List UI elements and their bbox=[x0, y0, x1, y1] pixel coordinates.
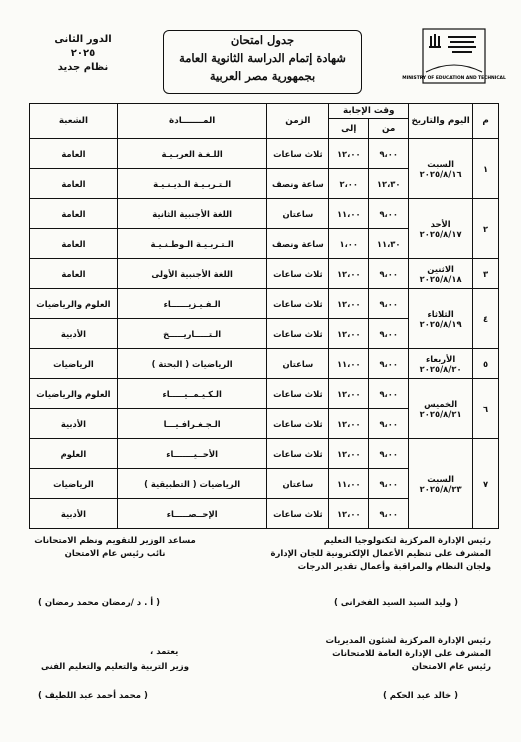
row-number: ٣ bbox=[473, 259, 499, 289]
subject: الأحــيـــــــاء bbox=[117, 439, 267, 469]
row-number: ٢ bbox=[473, 199, 499, 259]
branch: العلوم bbox=[30, 439, 118, 469]
row-number: ٤ bbox=[473, 289, 499, 349]
table-row bbox=[30, 199, 499, 229]
table-row bbox=[30, 139, 499, 169]
time-to: ١٢،٠٠ bbox=[329, 139, 369, 169]
time-to: ١١،٠٠ bbox=[329, 349, 369, 379]
round-system: نظام جديد bbox=[57, 62, 109, 73]
branch: العامة bbox=[30, 169, 118, 199]
time-to: ١٢،٠٠ bbox=[329, 379, 369, 409]
time-to: ١،٠٠ bbox=[329, 229, 369, 259]
exam-date: ٢٠٢٥/٨/٢١ bbox=[419, 408, 462, 419]
subject: الرياضيات ( التطبيقية ) bbox=[117, 469, 267, 499]
time-from: ٩،٠٠ bbox=[369, 199, 409, 229]
time-to: ٢،٠٠ bbox=[329, 169, 369, 199]
row-day-date bbox=[409, 439, 473, 529]
signature-tech-head bbox=[261, 535, 491, 574]
header-num: م bbox=[473, 104, 499, 139]
table-row bbox=[30, 289, 499, 319]
row-day-date bbox=[409, 349, 473, 379]
time-from: ٩،٠٠ bbox=[369, 409, 409, 439]
day-name: الخميس bbox=[424, 398, 458, 409]
sig-line: مساعد الوزير للتقويم ونظم الامتحانات bbox=[34, 536, 196, 546]
row-number: ٧ bbox=[473, 439, 499, 529]
time-from: ٩،٠٠ bbox=[369, 439, 409, 469]
branch: العامة bbox=[30, 139, 118, 169]
title-line-1: جدول امتحان bbox=[230, 33, 295, 47]
time-from: ٩،٠٠ bbox=[369, 469, 409, 499]
subject: اللغة الأجنبية الأولى bbox=[117, 259, 267, 289]
branch: العامة bbox=[30, 229, 118, 259]
time-to: ١١،٠٠ bbox=[329, 469, 369, 499]
sig-line: ولجان النظام والمراقبة وأعمال تقدير الدرجات bbox=[297, 562, 491, 572]
sig-line: رئيس الإدارة المركزية لشئون المديريات bbox=[325, 636, 491, 646]
round-year: ٢٠٢٥ bbox=[70, 48, 96, 59]
branch: الرياضيات bbox=[30, 469, 118, 499]
time-to: ١٢،٠٠ bbox=[329, 499, 369, 529]
time-to: ١٢،٠٠ bbox=[329, 289, 369, 319]
row-number: ٦ bbox=[473, 379, 499, 439]
row-number: ١ bbox=[473, 139, 499, 199]
duration: ثلاث ساعات bbox=[267, 259, 329, 289]
subject: الـتـربـيـة الـديـنـيـة bbox=[117, 169, 267, 199]
time-to: ١٢،٠٠ bbox=[329, 319, 369, 349]
time-from: ٩،٠٠ bbox=[369, 139, 409, 169]
time-from: ١١،٣٠ bbox=[369, 229, 409, 259]
subject: الـفـيـزيــــــاء bbox=[117, 289, 267, 319]
duration: ساعتان bbox=[267, 199, 329, 229]
duration: ثلاث ساعات bbox=[267, 409, 329, 439]
exam-date: ٢٠٢٥/٨/٢٠ bbox=[419, 363, 462, 374]
sig-line: المشرف على الإدارة العامة للامتحانات bbox=[332, 649, 491, 659]
branch: الأدبية bbox=[30, 409, 118, 439]
duration: ثلاث ساعات bbox=[267, 499, 329, 529]
time-from: ٩،٠٠ bbox=[369, 499, 409, 529]
time-from: ٩،٠٠ bbox=[369, 319, 409, 349]
subject: الـتـربـيـة الـوطـنـيـة bbox=[117, 229, 267, 259]
exam-date: ٢٠٢٥/٨/١٩ bbox=[419, 318, 462, 329]
branch: الأدبية bbox=[30, 499, 118, 529]
exam-date: ٢٠٢٥/٨/١٧ bbox=[419, 228, 462, 239]
table-row bbox=[30, 439, 499, 469]
row-day-date bbox=[409, 139, 473, 199]
sig-line: المشرف على تنظيم الأعمال الإلكترونية للجان الإدارة bbox=[270, 549, 491, 559]
signature-minister-name: ( محمد أحمد عبد اللطيف ) bbox=[38, 691, 148, 701]
branch: العامة bbox=[30, 199, 118, 229]
duration: ساعتان bbox=[267, 349, 329, 379]
day-name: السبت bbox=[427, 158, 455, 169]
signature-minister: وزير التربية والتعليم والتعليم الفنى bbox=[41, 662, 189, 672]
row-day-date bbox=[409, 379, 473, 439]
sig-line: نائب رئيس عام الامتحان bbox=[64, 549, 166, 559]
exam-date: ٢٠٢٥/٨/١٨ bbox=[419, 273, 462, 284]
time-to: ١٢،٠٠ bbox=[329, 409, 369, 439]
branch: الرياضيات bbox=[30, 349, 118, 379]
duration: ثلاث ساعات bbox=[267, 289, 329, 319]
sig-line: رئيس عام الامتحان bbox=[411, 662, 491, 672]
time-from: ٩،٠٠ bbox=[369, 259, 409, 289]
duration: ساعة ونصف bbox=[267, 229, 329, 259]
branch: العلوم والرياضيات bbox=[30, 289, 118, 319]
header-to: إلى bbox=[329, 119, 369, 139]
duration: ساعة ونصف bbox=[267, 169, 329, 199]
time-to: ١١،٠٠ bbox=[329, 199, 369, 229]
exam-date: ٢٠٢٥/٨/١٦ bbox=[419, 168, 462, 179]
branch: العامة bbox=[30, 259, 118, 289]
time-from: ٩،٠٠ bbox=[369, 379, 409, 409]
branch: الأدبية bbox=[30, 319, 118, 349]
day-name: الأحد bbox=[430, 218, 451, 229]
table-row bbox=[30, 259, 499, 289]
duration: ثلاث ساعات bbox=[267, 379, 329, 409]
day-name: السبت bbox=[427, 473, 455, 484]
time-to: ١٢،٠٠ bbox=[329, 259, 369, 289]
duration: ثلاث ساعات bbox=[267, 439, 329, 469]
branch: العلوم والرياضيات bbox=[30, 379, 118, 409]
title-line-3: بجمهورية مصر العربية bbox=[209, 69, 316, 83]
time-from: ٩،٠٠ bbox=[369, 349, 409, 379]
approval-text: يعتمد ، bbox=[150, 647, 179, 657]
subject: اللغة الأجنبية الثانية bbox=[117, 199, 267, 229]
subject: الـتـــــاريـــــخ bbox=[117, 319, 267, 349]
header-answer-time: وقت الإجابة bbox=[329, 104, 409, 119]
day-name: الثلاثاء bbox=[427, 308, 454, 319]
row-day-date bbox=[409, 289, 473, 349]
signature-exams-name: ( خالد عبد الحكم ) bbox=[382, 691, 458, 701]
signature-assistant-minister bbox=[20, 535, 210, 561]
schedule-title bbox=[163, 30, 362, 94]
header-from: من bbox=[369, 119, 409, 139]
row-day-date bbox=[409, 259, 473, 289]
title-line-2: شهادة إتمام الدراسة الثانوية العامة bbox=[179, 51, 346, 65]
signature-exams-head bbox=[261, 635, 491, 674]
table-row bbox=[30, 349, 499, 379]
subject: اللـغـة العربـيـة bbox=[117, 139, 267, 169]
day-name: الاثنين bbox=[427, 263, 454, 274]
round-label: الدور الثانى bbox=[54, 34, 112, 45]
exam-schedule-table bbox=[29, 103, 499, 529]
header-day-date: اليوم والتاريخ bbox=[409, 104, 473, 139]
duration: ساعتان bbox=[267, 469, 329, 499]
signature-assistant-name: ( أ . د /رمضان محمد رمضان ) bbox=[38, 598, 161, 608]
exam-round-info bbox=[38, 33, 128, 79]
duration: ثلاث ساعات bbox=[267, 139, 329, 169]
header-branch: الشعبة bbox=[30, 104, 118, 139]
time-from: ٩،٠٠ bbox=[369, 289, 409, 319]
svg-text:MINISTRY OF EDUCATION AND TECH: MINISTRY OF EDUCATION AND TECHNICAL bbox=[402, 76, 506, 81]
time-from: ١٢،٣٠ bbox=[369, 169, 409, 199]
subject: الإحــصـــــاء bbox=[117, 499, 267, 529]
row-number: ٥ bbox=[473, 349, 499, 379]
subject: الـكـيـمــيـــــاء bbox=[117, 379, 267, 409]
row-day-date bbox=[409, 199, 473, 259]
ministry-logo-icon bbox=[402, 28, 506, 84]
subject: الرياضيات ( البحتة ) bbox=[117, 349, 267, 379]
signature-tech-name: ( وليد السيد السيد الفخرانى ) bbox=[333, 598, 458, 608]
duration: ثلاث ساعات bbox=[267, 319, 329, 349]
header-subject: المـــــــادة bbox=[117, 104, 267, 139]
header-duration: الزمن bbox=[267, 104, 329, 139]
sig-line: رئيس الإدارة المركزية لتكنولوجيا التعليم bbox=[323, 536, 491, 546]
time-to: ١٢،٠٠ bbox=[329, 439, 369, 469]
table-row bbox=[30, 379, 499, 409]
day-name: الأربعاء bbox=[426, 353, 456, 364]
exam-date: ٢٠٢٥/٨/٢٣ bbox=[419, 483, 462, 494]
subject: الـجـغـرافـيـــا bbox=[117, 409, 267, 439]
